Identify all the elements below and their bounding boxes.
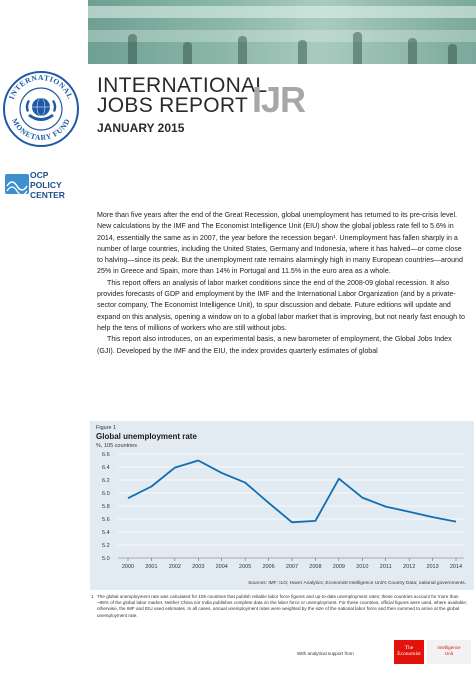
y-tick-label: 6.0 bbox=[102, 491, 110, 497]
x-tick-label: 2002 bbox=[168, 564, 181, 570]
x-tick-label: 2012 bbox=[403, 564, 416, 570]
figure-label: Figure 1 bbox=[96, 425, 117, 431]
eiu-line1: Intelligence bbox=[437, 645, 461, 650]
ocp-line1: OCP bbox=[30, 170, 49, 180]
y-tick-label: 5.2 bbox=[102, 543, 110, 549]
svg-text:INTERNATIONAL bbox=[7, 73, 75, 101]
the-economist-logo bbox=[394, 640, 424, 664]
x-tick-label: 2004 bbox=[215, 564, 228, 570]
footnote-text: The global unemployment rate was calculated for 105 countries that publish reliable labor force figures and up-to-date unemployment rates; these countries account for more than ~95% of the global labor market. Neither China nor India publishes complete data on the labor force or unemployment. For these countries, official figures were used, where available; otherwise, the IMF and EIU used estimates. In all cases, annual unemployment rates were weighted by the size of the national labor force and then summed to arrive at the global unemployment rate. bbox=[97, 594, 468, 618]
x-tick-label: 2009 bbox=[332, 564, 345, 570]
eiu-line2: Unit bbox=[444, 650, 454, 656]
paragraph-3: This report also introduces, on an experimental basis, a new barometer of employment, the Global Jobs Index (GJI). Developed by the IMF and the EIU, the index provides quarterly estimates of global bbox=[97, 335, 452, 355]
economist-line2: Economist bbox=[397, 651, 421, 657]
x-tick-label: 2011 bbox=[379, 564, 392, 570]
figure-1 bbox=[90, 421, 474, 590]
y-tick-label: 6.4 bbox=[102, 465, 110, 471]
eiu-logo bbox=[427, 640, 471, 664]
x-tick-label: 2013 bbox=[426, 564, 439, 570]
seal-text-bottom: MONETARY FUND bbox=[9, 116, 72, 143]
economist-line1: The bbox=[404, 645, 414, 651]
x-tick-label: 2003 bbox=[192, 564, 205, 570]
x-tick-label: 2007 bbox=[285, 564, 299, 570]
imf-seal-logo bbox=[2, 70, 80, 148]
paragraph-2: This report offers an analysis of labor market conditions since the end of the 2008-09 global recession. It also provides forecasts of GDP and employment by the IMF and the International Labor Organization (and by a private-sector company, The Economist Intelligence Unit), to spur discussion and debate. Future editions will update and expand on this analysis, opening a window on to a global labor market that is improving, but not nearly fast enough to help the tens of millions of workers who are still without jobs. bbox=[97, 278, 465, 332]
y-tick-label: 6.2 bbox=[102, 478, 110, 484]
body-text bbox=[97, 210, 469, 357]
ijr-logo-mark: IJR bbox=[252, 79, 306, 120]
x-tick-label: 2010 bbox=[356, 564, 369, 570]
seal-text-top: INTERNATIONAL bbox=[6, 72, 76, 101]
chart-title: Global unemployment rate bbox=[96, 432, 197, 441]
report-title bbox=[97, 76, 267, 116]
ocp-line2: POLICY bbox=[30, 180, 62, 190]
x-tick-label: 2005 bbox=[239, 564, 252, 570]
x-tick-label: 2006 bbox=[262, 564, 275, 570]
y-tick-label: 5.8 bbox=[102, 504, 110, 510]
paragraph-1: More than five years after the end of the Great Recession, global unemployment has returned to its pre-crisis level. New calculations by the IMF and The Economist Intelligence Unit (EIU) show the global jobless rate fell to 5.6% in 2014, essentially the same as in 2007, the year before the recession began¹. Unemployment has fallen sharply in a number of large countries, including the United States, Germany and Indonesia, where it has halved—or come close to halving—since its peak. But the unemployment rate remains alarmingly high in many European countries—around 25% in Greece and Spain, more than 14% in Portugal and 11.5% in the euro area as a whole. bbox=[97, 211, 463, 276]
ocp-logo-text bbox=[30, 170, 65, 200]
unemployment-line-chart bbox=[90, 421, 474, 590]
y-tick-label: 5.6 bbox=[102, 517, 110, 523]
x-tick-label: 2000 bbox=[121, 564, 135, 570]
chart-y-units: %, 105 countries bbox=[96, 443, 137, 449]
footnote bbox=[91, 594, 469, 619]
y-tick-label: 6.6 bbox=[102, 452, 110, 458]
header-banner-image bbox=[88, 0, 476, 64]
x-tick-label: 2001 bbox=[145, 564, 158, 570]
report-date: JANUARY 2015 bbox=[97, 121, 185, 135]
report-title-line2: JOBS REPORT bbox=[97, 94, 249, 117]
series-line-0 bbox=[128, 461, 456, 523]
chart-source: Sources: IMF; ILO; Haver Analytics; Economist Intelligence Unit's Country Data; national governments. bbox=[248, 581, 466, 586]
footnote-number: 1 bbox=[91, 594, 94, 599]
y-tick-label: 5.0 bbox=[102, 556, 110, 562]
report-title-line1: INTERNATIONAL bbox=[97, 74, 268, 97]
y-tick-label: 5.4 bbox=[102, 530, 110, 536]
x-tick-label: 2014 bbox=[449, 564, 463, 570]
support-text: With analytical support from bbox=[297, 651, 354, 656]
ocp-line3: CENTER bbox=[30, 190, 65, 200]
x-tick-label: 2008 bbox=[309, 564, 322, 570]
